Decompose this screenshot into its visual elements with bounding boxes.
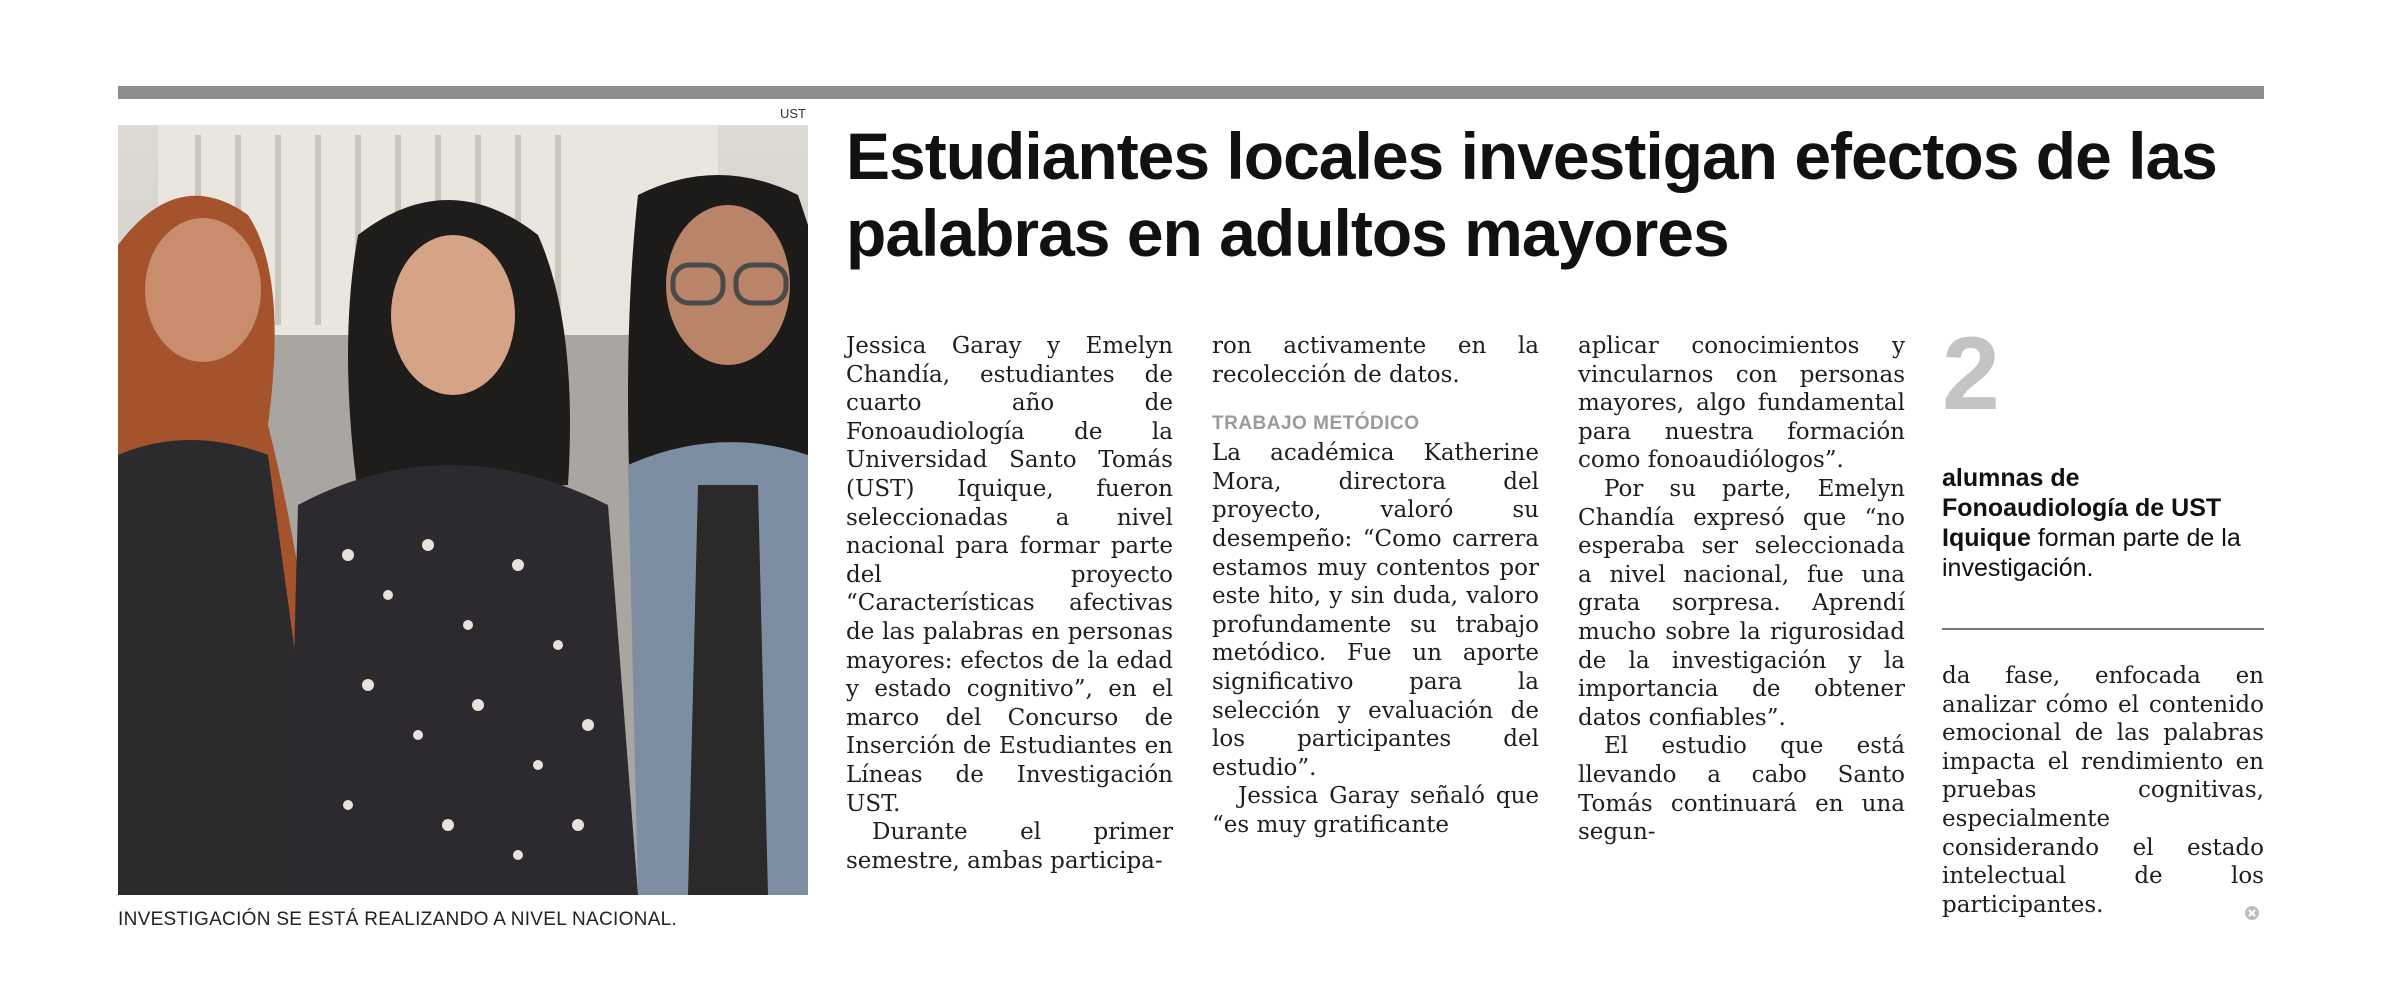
paragraph: da fase, enfocada en analizar cómo el contenido emocional de las palabras impacta el rendimiento en pruebas cognitivas, especialmente considerando el estado intelectual de los participantes. <box>1942 663 2264 918</box>
paragraph: ron activamente en la recolección de datos. <box>1212 333 1539 388</box>
paragraph: La académica Katherine Mora, directora del proyecto, valoró su desempeño: “Como carrera estamos muy contentos por este hito, y sin duda, valoro profundamente su trabajo metódico. Fue un aporte significativo para la selección y evaluación de los participantes del estudio”. <box>1212 440 1539 781</box>
section-subhead: TRABAJO METÓDICO <box>1212 413 1420 435</box>
paragraph: Jessica Garay y Emelyn Chandía, estudiantes de cuarto año de Fonoaudiología de la Universidad Santo Tomás (UST) Iquique, fueron seleccionadas a nivel nacional para formar parte del proyecto “Características afectivas de las palabras en personas mayores: efectos de la edad y estado cognitivo”, en el marco del Concurso de Inserción de Estudiantes en Líneas de Investigación UST. <box>846 333 1173 817</box>
headline: Estudiantes locales investigan efectos de las palabras en adultos mayores <box>846 119 2217 270</box>
paragraph: Jessica Garay señaló que “es muy gratificante <box>1212 783 1539 838</box>
photo-students <box>118 125 808 895</box>
article-photo <box>118 125 808 895</box>
article-column-4 <box>1942 662 2264 919</box>
stat-description <box>1942 463 2272 583</box>
paragraph: Durante el primer semestre, ambas participa- <box>846 819 1173 874</box>
article-column-3 <box>1578 332 1905 847</box>
photo-caption: INVESTIGACIÓN SE ESTÁ REALIZANDO A NIVEL NACIONAL. <box>118 909 678 930</box>
stat-bold-text: alumnas de Fonoaudiología de UST Iquique <box>1942 464 2222 552</box>
paragraph: El estudio que está llevando a cabo Santo Tomás continuará en una segun- <box>1578 733 1905 846</box>
paragraph: aplicar conocimientos y vincularnos con personas mayores, algo fundamental para nuestra formación como fonoaudiólogos”. <box>1578 333 1905 474</box>
photo-credit: UST <box>780 106 806 121</box>
article-column-1 <box>846 332 1173 875</box>
end-mark-icon <box>2244 905 2260 921</box>
top-rule <box>118 86 2264 99</box>
paragraph: Por su parte, Emelyn Chandía expresó que “no esperaba ser seleccionada a nivel nacional, fue una grata sorpresa. Aprendí mucho sobre la rigurosidad de la investigación y la importancia de obtener datos confiables”. <box>1578 475 1905 731</box>
sidebar-divider <box>1942 628 2264 630</box>
stat-number: 2 <box>1942 316 2000 432</box>
article-column-2 <box>1212 332 1539 840</box>
stat-text: forman parte de la investigación. <box>1942 524 2241 582</box>
